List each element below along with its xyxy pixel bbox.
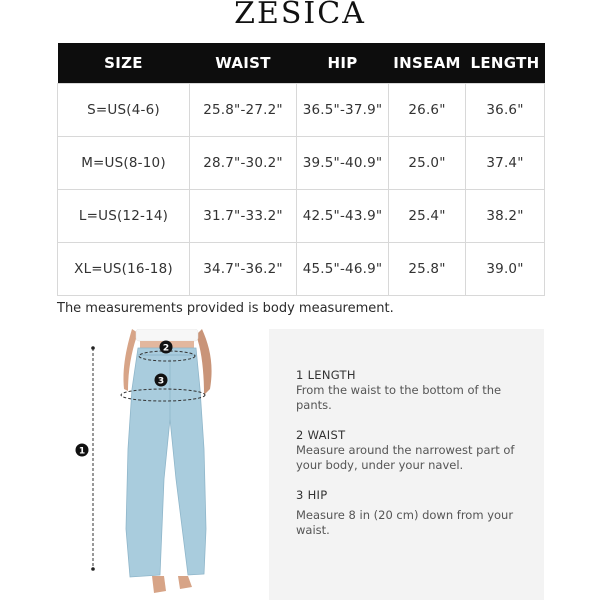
cell-waist: 28.7"-30.2": [190, 137, 297, 190]
cell-inseam: 25.0": [389, 137, 466, 190]
guide-waist-desc: Measure around the narrowest part of your body, under your navel.: [296, 443, 515, 472]
cell-waist: 31.7"-33.2": [190, 190, 297, 243]
marker-1-label: 1: [78, 446, 86, 457]
measurement-diagram: [70, 329, 230, 600]
cell-size: M=US(8-10): [58, 137, 190, 190]
cell-hip: 39.5"-40.9": [297, 137, 389, 190]
guide-length-desc: From the waist to the bottom of the pants.: [296, 383, 502, 412]
header-hip: HIP: [297, 43, 389, 84]
table-row: [58, 137, 545, 190]
model-illustration: [70, 329, 230, 600]
guide-hip: [296, 488, 536, 538]
cell-length: 39.0": [466, 243, 545, 296]
cell-length: 38.2": [466, 190, 545, 243]
cell-hip: 36.5"-37.9": [297, 84, 389, 137]
header-size: SIZE: [58, 43, 190, 84]
guide-waist: [296, 428, 536, 473]
cell-length: 36.6": [466, 84, 545, 137]
guide-waist-title: 2 WAIST: [296, 428, 346, 442]
cell-inseam: 25.4": [389, 190, 466, 243]
crop-top: [136, 329, 198, 341]
header-waist: WAIST: [190, 43, 297, 84]
guide-length: [296, 368, 536, 413]
cell-size: S=US(4-6): [58, 84, 190, 137]
left-foot: [152, 576, 166, 593]
cell-waist: 34.7"-36.2": [190, 243, 297, 296]
header-length: LENGTH: [466, 43, 545, 84]
marker-3-badge: [155, 374, 168, 387]
cell-waist: 25.8"-27.2": [190, 84, 297, 137]
guide-hip-desc: Measure 8 in (20 cm) down from your waist.: [296, 508, 514, 537]
right-foot: [178, 576, 192, 589]
cell-size: XL=US(16-18): [58, 243, 190, 296]
table-header-row: [58, 43, 545, 84]
guide-hip-title: 3 HIP: [296, 488, 328, 502]
cell-length: 37.4": [466, 137, 545, 190]
marker-3-label: 3: [157, 376, 165, 387]
size-chart-table: [57, 43, 545, 296]
cell-hip: 45.5"-46.9": [297, 243, 389, 296]
measurement-note: The measurements provided is body measurement.: [57, 301, 394, 316]
measurement-guide-panel: [269, 329, 544, 600]
header-inseam: INSEAM: [389, 43, 466, 84]
brand-logo: ZESICA: [234, 0, 366, 31]
cell-inseam: 25.8": [389, 243, 466, 296]
table-row: [58, 243, 545, 296]
cell-hip: 42.5"-43.9": [297, 190, 389, 243]
marker-2-label: 2: [162, 343, 170, 354]
marker-2-badge: [160, 341, 173, 354]
table-row: [58, 84, 545, 137]
marker-1-badge: [76, 444, 89, 457]
guide-length-title: 1 LENGTH: [296, 368, 356, 382]
table-row: [58, 190, 545, 243]
cell-inseam: 26.6": [389, 84, 466, 137]
cell-size: L=US(12-14): [58, 190, 190, 243]
